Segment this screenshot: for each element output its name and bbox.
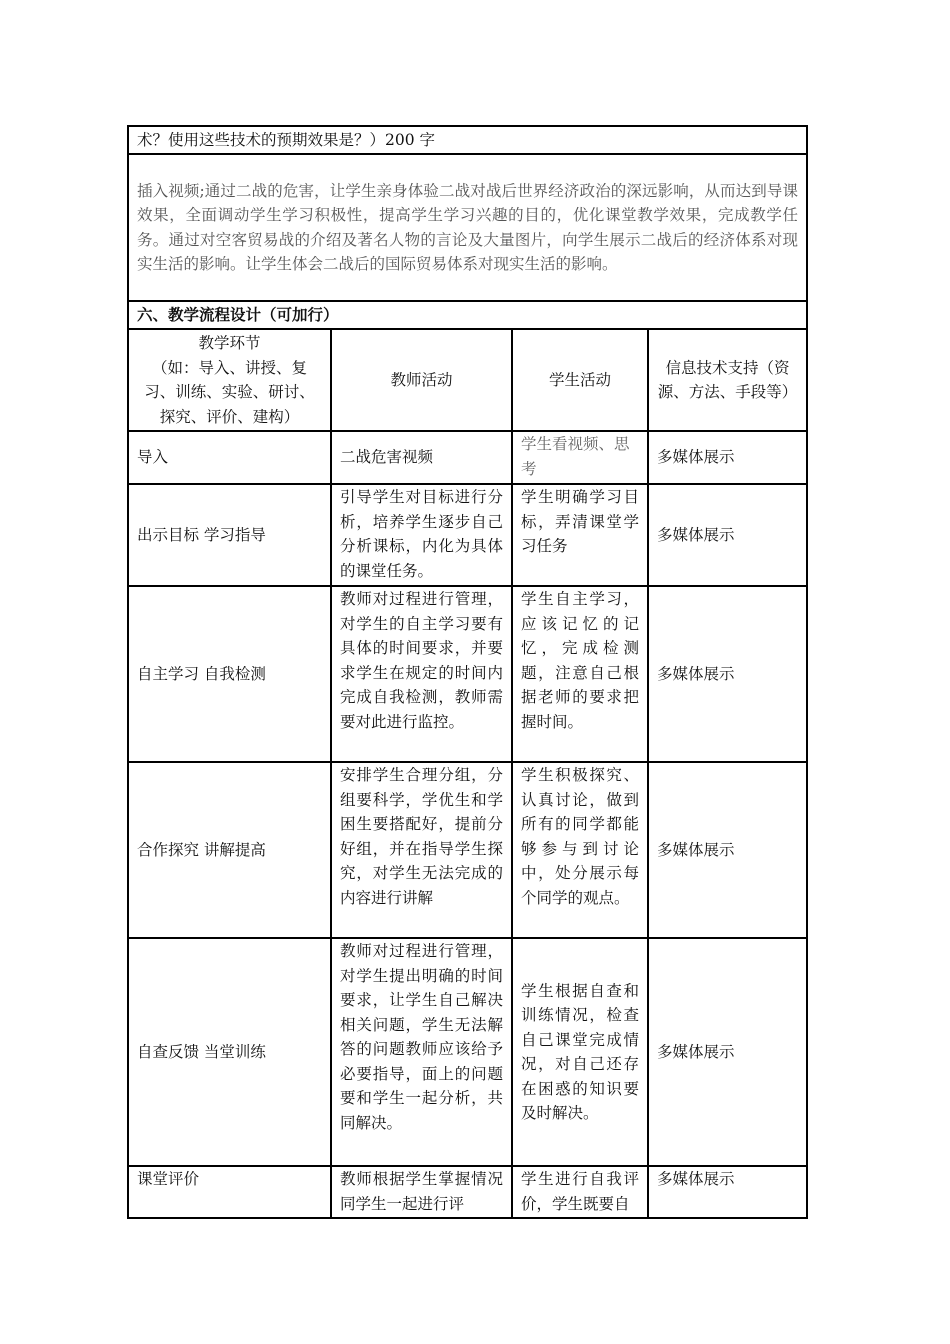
row-teacher-activity: 二战危害视频: [331, 431, 512, 484]
question-tail-row: [128, 126, 807, 154]
column-header-teacher: 教师活动: [331, 329, 512, 431]
table-row: [128, 762, 807, 938]
row-teacher-activity: 安排学生合理分组，分组要科学，学优生和学困生要搭配好，提前分好组，并在指导学生探究，对学生无法完成的内容进行讲解: [331, 762, 512, 938]
row-stage: 出示目标 学习指导: [128, 484, 331, 586]
row-stage: 合作探究 讲解提高: [128, 762, 331, 938]
row-teacher-activity: 教师根据学生掌握情况同学生一起进行评: [331, 1166, 512, 1218]
row-student-activity: 学生自主学习，应该记忆的记忆，完成检测题，注意自己根据老师的要求把握时间。: [512, 586, 648, 762]
stage-header-note: （如：导入、讲授、复习、训练、实验、研讨、探究、评价、建构）: [144, 358, 315, 426]
row-student-activity: 学生进行自我评价，学生既要自: [512, 1166, 648, 1218]
row-student-activity: 学生看视频、思考: [512, 431, 648, 484]
row-stage: 自主学习 自我检测: [128, 586, 331, 762]
row-tech-support: 多媒体展示: [648, 431, 807, 484]
row-tech-support: 多媒体展示: [648, 762, 807, 938]
answer-paragraph: 插入视频;通过二战的危害，让学生亲身体验二战对战后世界经济政治的深远影响，从而达到导课效果，全面调动学生学习积极性，提高学生学习兴趣的目的，优化课堂教学效果，完成教学任务。通过对空客贸易战的介绍及著名人物的言论及大量图片，向学生展示二战后的经济体系对现实生活的影响。让学生体会二战后的国际贸易体系对现实生活的影响。: [128, 154, 807, 301]
section-heading-row: [128, 301, 807, 329]
table-row: [128, 1166, 807, 1218]
row-student-activity: 学生积极探究、认真讨论，做到所有的同学都能够参与到讨论中，处分展示每个同学的观点。: [512, 762, 648, 938]
row-stage: 导入: [128, 431, 331, 484]
column-header-row: [128, 329, 807, 431]
row-teacher-activity: 教师对过程进行管理，对学生的自主学习要有具体的时间要求，并要求学生在规定的时间内完成自我检测，教师需要对此进行监控。: [331, 586, 512, 762]
answer-row: [128, 154, 807, 301]
section-heading: 六、教学流程设计（可加行）: [128, 301, 807, 329]
column-header-tech: 信息技术支持（资源、方法、手段等）: [648, 329, 807, 431]
stage-header-title: 教学环节: [198, 334, 261, 352]
row-student-activity: 学生明确学习目标，弄清课堂学习任务: [512, 484, 648, 586]
table-row: [128, 484, 807, 586]
row-tech-support: 多媒体展示: [648, 586, 807, 762]
row-tech-support: 多媒体展示: [648, 1166, 807, 1218]
row-stage: 自查反馈 当堂训练: [128, 938, 331, 1166]
row-tech-support: 多媒体展示: [648, 484, 807, 586]
question-tail-text: 术？使用这些技术的预期效果是？）200 字: [128, 126, 807, 154]
row-student-activity: 学生根据自查和训练情况，检查自己课堂完成情况，对自己还存在困惑的知识要及时解决。: [512, 938, 648, 1166]
table-row: [128, 431, 807, 484]
row-tech-support: 多媒体展示: [648, 938, 807, 1166]
table-row: [128, 938, 807, 1166]
column-header-stage: [128, 329, 331, 431]
row-teacher-activity: 教师对过程进行管理，对学生提出明确的时间要求，让学生自己解决相关问题，学生无法解答的问题教师应该给予必要指导，面上的问题要和学生一起分析，共同解决。: [331, 938, 512, 1166]
lesson-plan-table: [127, 125, 808, 1219]
row-teacher-activity: 引导学生对目标进行分析，培养学生逐步自己分析课标，内化为具体的课堂任务。: [331, 484, 512, 586]
column-header-student: 学生活动: [512, 329, 648, 431]
table-row: [128, 586, 807, 762]
row-stage: 课堂评价: [128, 1166, 331, 1218]
